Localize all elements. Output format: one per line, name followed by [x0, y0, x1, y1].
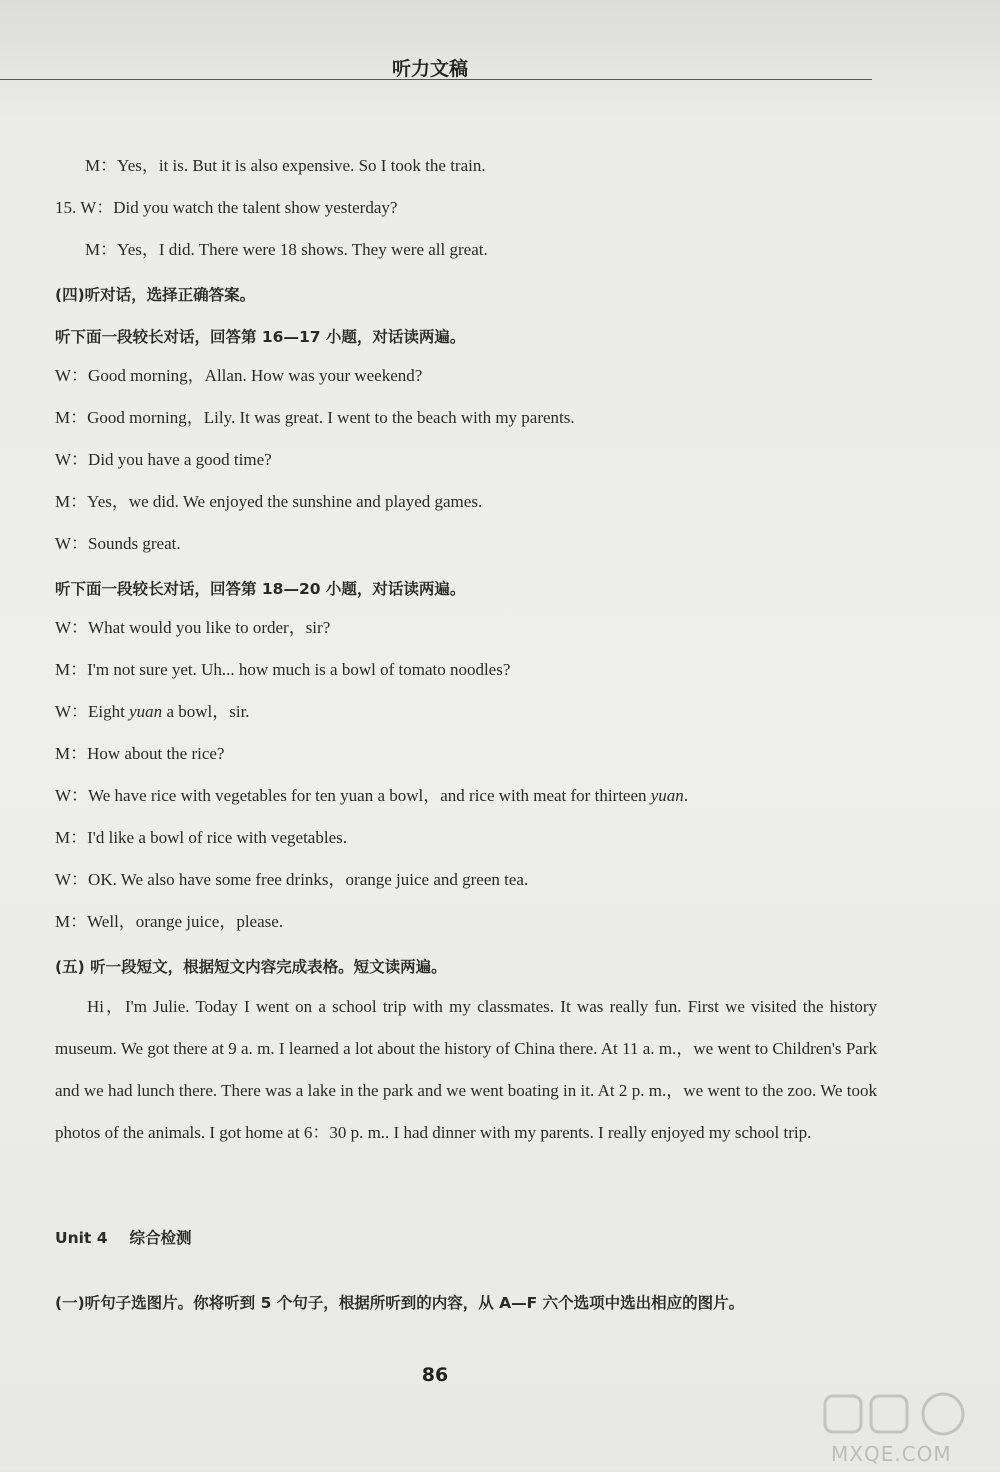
dialogue-line	[55, 701, 250, 723]
dialogue-line: 15. W：Did you watch the talent show yesterday?	[55, 198, 398, 217]
dialogue-line: M：Yes，I did. There were 18 shows. They were all great.	[85, 240, 488, 259]
instruction-line: 听下面一段较长对话，回答第 16—17 小题，对话读两遍。	[55, 328, 466, 346]
text-segment: .	[683, 786, 689, 805]
dialogue-line: M：How about the rice?	[55, 744, 225, 763]
section-heading: (一)听句子选图片。你将听到 5 个句子，根据所听到的内容，从 A—F 六个选项中选出相应的图片。	[55, 1294, 745, 1312]
dialogue-line: M：Yes，we did. We enjoyed the sunshine and played games.	[55, 492, 483, 511]
text-segment: W：We have rice with vegetables for ten yuan a bowl，and rice with meat for thirteen	[55, 786, 651, 805]
page-header-title: 听力文稿	[391, 58, 468, 80]
unit-title: 综合检测	[129, 1229, 192, 1247]
dialogue-line: M：Good morning，Lily. It was great. I went to the beach with my parents.	[55, 408, 575, 427]
watermark-text: MXQE.COM	[831, 1442, 952, 1466]
section-heading: (五) 听一段短文，根据短文内容完成表格。短文读两遍。	[55, 958, 447, 976]
page-number: 86	[421, 1364, 449, 1386]
dialogue-line: M：Well，orange juice，please.	[55, 912, 284, 931]
passage-paragraph: Hi，I'm Julie. Today I went on a school trip with my classmates. It was really fun. First we visited the history museum. We got there at 9 a. m. I learned a lot about the history of China there. At 11 a. m.，we went to Children's Park and we had lunch there. There was a lake in the park and we went boating in it. At 2 p. m.，we went to the zoo. We took photos of the animals. I got home at 6：30 p. m.. I had dinner with my parents. I really enjoyed my school trip.	[55, 997, 877, 1142]
header-divider	[0, 79, 872, 80]
text-segment: a bowl，sir.	[162, 702, 250, 721]
dialogue-line: M：I'd like a bowl of rice with vegetables.	[55, 828, 347, 847]
dialogue-line: W：What would you like to order，sir?	[55, 618, 331, 637]
unit-name: Unit 4	[55, 1229, 108, 1247]
dialogue-line: W：Did you have a good time?	[55, 450, 272, 469]
unit-heading	[55, 1226, 214, 1248]
dialogue-line: M：I'm not sure yet. Uh... how much is a bowl of tomato noodles?	[55, 660, 511, 679]
dialogue-line: W：OK. We also have some free drinks，orange juice and green tea.	[55, 870, 529, 889]
dialogue-line: W：Sounds great.	[55, 534, 181, 553]
text-segment: W：Eight	[55, 702, 130, 721]
dialogue-line: W：Good morning，Allan. How was your weekend?	[55, 366, 423, 385]
watermark-logo	[815, 1392, 990, 1467]
italic-word: yuan	[129, 702, 163, 721]
dialogue-line: M：Yes，it is. But it is also expensive. So I took the train.	[85, 156, 486, 175]
instruction-line: 听下面一段较长对话，回答第 18—20 小题，对话读两遍。	[55, 580, 466, 598]
section-heading: (四)听对话，选择正确答案。	[55, 286, 256, 304]
dialogue-line	[55, 785, 688, 807]
italic-word: yuan	[650, 786, 684, 805]
